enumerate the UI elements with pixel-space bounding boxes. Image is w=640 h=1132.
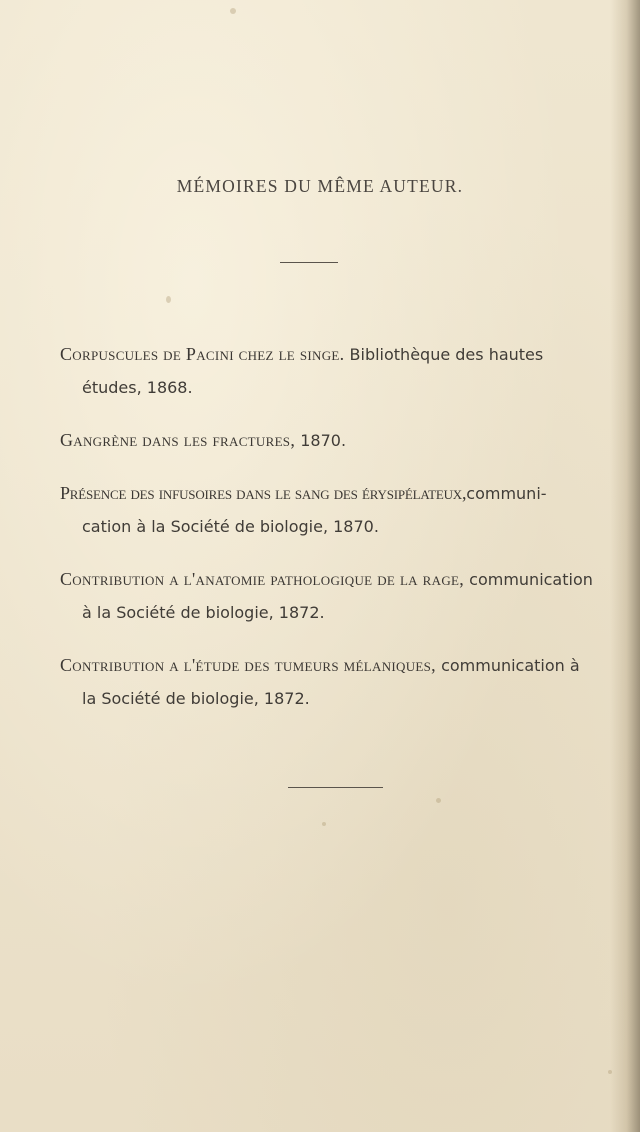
paper-stain <box>608 1070 612 1074</box>
heading-rule <box>280 262 338 263</box>
page-heading: MÉMOIRES DU MÊME AUTEUR. <box>176 176 464 196</box>
paper-stain <box>166 296 171 303</box>
publication-entry <box>60 649 628 715</box>
entry-detail: communi- <box>466 484 547 503</box>
entry-title: Corpuscules de Pacini chez le singe. <box>60 344 345 364</box>
publication-entry <box>60 563 628 629</box>
entry-detail: Bibliothèque des hautes <box>344 345 544 364</box>
entry-title: Contribution a l'étude des tumeurs mélaniques, <box>60 655 436 675</box>
entry-detail-continuation: études, 1868. <box>82 378 193 397</box>
paper-stain <box>436 798 441 803</box>
entry-detail: 1870. <box>295 431 347 450</box>
publication-entry <box>60 477 628 543</box>
paper-stain <box>322 822 326 826</box>
entry-title: Contribution a l'anatomie pathologique de la rage, <box>60 569 465 589</box>
publication-list <box>60 338 628 735</box>
entry-title: Présence des infusoires dans le sang des érysipélateux, <box>60 483 467 503</box>
closing-rule <box>288 787 383 788</box>
entry-detail: communication <box>464 570 593 589</box>
entry-detail-continuation: cation à la Société de biologie, 1870. <box>82 517 379 536</box>
entry-title: Gangrène dans les fractures, <box>60 430 296 450</box>
publication-entry <box>60 424 628 457</box>
paper-stain <box>230 8 236 14</box>
publication-entry <box>60 338 628 404</box>
entry-detail-continuation: la Société de biologie, 1872. <box>82 689 310 708</box>
entry-detail-continuation: à la Société de biologie, 1872. <box>82 603 325 622</box>
entry-detail: communication à <box>435 656 580 675</box>
